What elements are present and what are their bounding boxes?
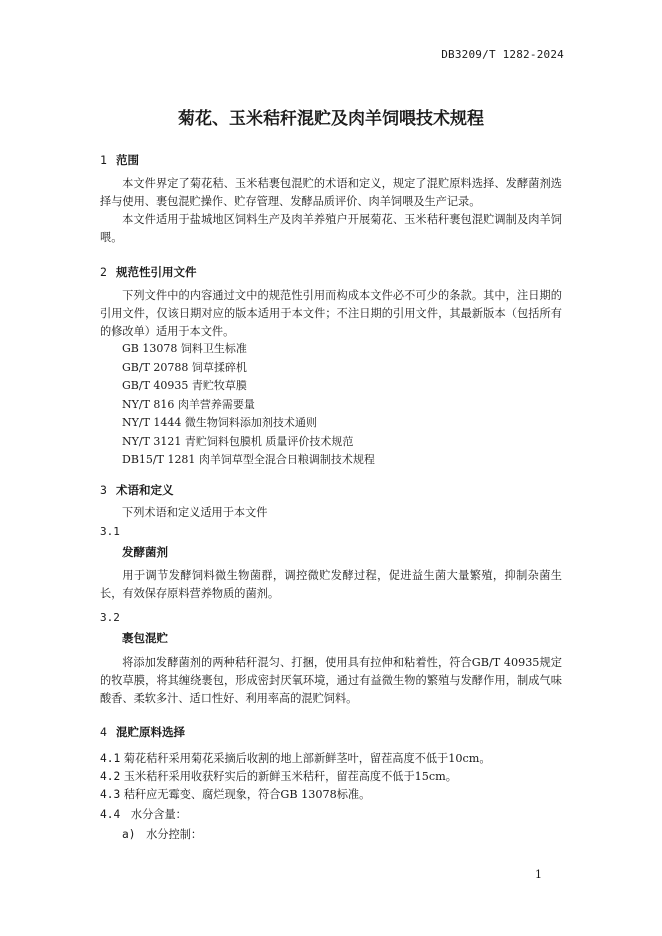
section-1-heading bbox=[100, 152, 139, 168]
reference-item: NY/T 3121 青贮饲料包膜机 质量评价技术规范 bbox=[122, 434, 354, 448]
list-item-text: 水分控制： bbox=[146, 828, 203, 841]
page-number: 1 bbox=[535, 868, 542, 881]
clause-number: 4.4 bbox=[100, 808, 121, 821]
clause-4-2 bbox=[100, 768, 457, 784]
clause-4-3 bbox=[100, 786, 370, 802]
clause-3-2-number: 3.2 bbox=[100, 611, 120, 624]
section-number: 4 bbox=[100, 725, 107, 739]
section-number: 2 bbox=[100, 265, 107, 279]
section-2-heading bbox=[100, 264, 197, 280]
section-4-heading bbox=[100, 724, 185, 740]
clause-text: 玉米秸秆采用收获籽实后的新鲜玉米秸秆，留茬高度不低于15cm。 bbox=[123, 770, 457, 783]
clause-text: 水分含量： bbox=[130, 808, 187, 821]
clause-number: 4.2 bbox=[100, 770, 121, 783]
section-title: 术语和定义 bbox=[116, 483, 174, 497]
section-2-intro bbox=[100, 287, 562, 341]
section-title: 混贮原料选择 bbox=[116, 725, 185, 739]
section-1-paragraph-2 bbox=[100, 211, 562, 247]
clause-4-4 bbox=[100, 806, 187, 822]
reference-item: DB15/T 1281 肉羊饲草型全混合日粮调制技术规程 bbox=[122, 453, 375, 466]
reference-item: GB/T 20788 饲草揉碎机 bbox=[122, 360, 247, 374]
reference-item: NY/T 1444 微生物饲料添加剂技术通则 bbox=[122, 416, 317, 429]
term-3-1-definition bbox=[100, 567, 562, 603]
term-3-2-definition bbox=[100, 654, 562, 708]
section-number: 1 bbox=[100, 153, 107, 167]
reference-item: GB 13078 饲料卫生标准 bbox=[122, 342, 247, 355]
section-title: 范围 bbox=[116, 153, 139, 167]
paragraph-text: 下列术语和定义适用于本文件 bbox=[122, 506, 268, 519]
standard-code: DB3209/T 1282-2024 bbox=[441, 48, 564, 61]
clause-text: 秸秆应无霉变、腐烂现象，符合GB 13078标准。 bbox=[123, 788, 371, 801]
term-fermentation-agent: 发酵菌剂 bbox=[122, 545, 168, 559]
paragraph-text: 下列文件中的内容通过文中的规范性引用而构成本文件必不可少的条款。其中，注日期的引用文件，仅该日期对应的版本适用于本文件；不注日期的引用文件，其最新版本（包括所有的修改单）适用于本文件。 bbox=[100, 289, 562, 338]
section-3-heading bbox=[100, 482, 174, 498]
paragraph-text: 本文件适用于盐城地区饲料生产及肉羊养殖户开展菊花、玉米秸秆裹包混贮调制及肉羊饲喂。 bbox=[100, 213, 562, 244]
clause-number: 4.3 bbox=[100, 788, 121, 801]
clause-3-1-number: 3.1 bbox=[100, 525, 120, 538]
clause-number: 4.1 bbox=[100, 752, 121, 765]
section-1-paragraph-1 bbox=[100, 175, 562, 211]
term-wrapped-mixed-silage: 裹包混贮 bbox=[122, 631, 168, 645]
reference-item: GB/T 40935 青贮牧草膜 bbox=[122, 379, 247, 392]
section-title: 规范性引用文件 bbox=[116, 265, 197, 279]
list-item-a bbox=[122, 826, 202, 842]
clause-4-1 bbox=[100, 750, 491, 766]
document-title: 菊花、玉米秸秆混贮及肉羊饲喂技术规程 bbox=[178, 109, 484, 129]
reference-list bbox=[122, 340, 375, 470]
section-3-intro bbox=[100, 504, 562, 522]
definition-text: 将添加发酵菌剂的两种秸秆混匀、打捆，使用具有拉伸和粘着性，符合GB/T 40935规定的牧草膜，将其缠绕裹包，形成密封厌氧环境，通过有益微生物的繁殖与发酵作用，制成气味酸香、柔软多汁、适口性好、利用率高的混贮饲料。 bbox=[100, 656, 562, 705]
reference-item: NY/T 816 肉羊营养需要量 bbox=[122, 397, 255, 411]
section-number: 3 bbox=[100, 483, 107, 497]
definition-text: 用于调节发酵饲料微生物菌群，调控微贮发酵过程，促进益生菌大量繁殖，抑制杂菌生长，有效保存原料营养物质的菌剂。 bbox=[100, 569, 562, 600]
clause-text: 菊花秸秆采用菊花采摘后收割的地上部新鲜茎叶，留茬高度不低于10cm。 bbox=[123, 752, 491, 765]
list-marker: a) bbox=[122, 828, 136, 841]
paragraph-text: 本文件界定了菊花秸、玉米秸裹包混贮的术语和定义，规定了混贮原料选择、发酵菌剂选择与使用、裹包混贮操作、贮存管理、发酵品质评价、肉羊饲喂及生产记录。 bbox=[100, 177, 562, 208]
